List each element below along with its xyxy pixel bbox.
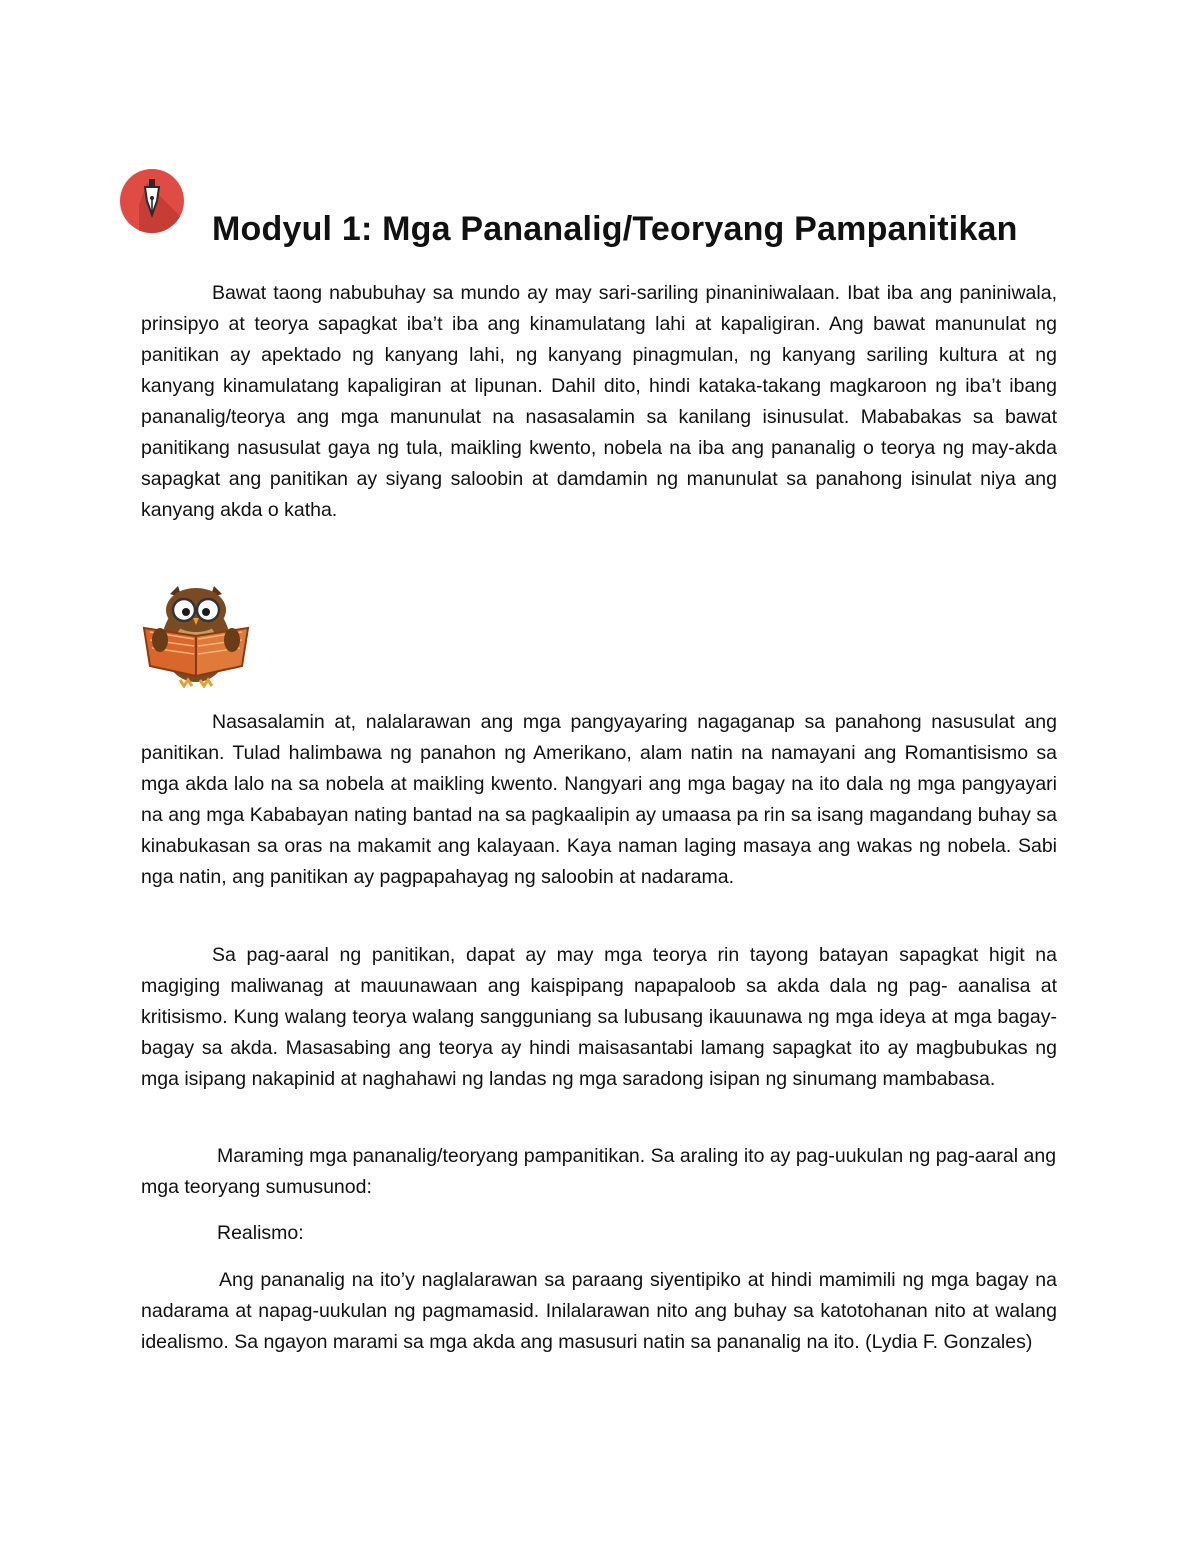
paragraph-intro: Bawat taong nabubuhay sa mundo ay may sari-sariling pinaniniwalaan. Ibat iba ang paniniwala, prinsipyo at teorya sapagkat iba’t iba ang kinamulatang lahi at kapaligiran. Ang bawat manunulat ng panitikan ay apektado ng kanyang lahi, ng kanyang pinagmulan, ng kanyang sariling kultura at ng kanyang kinamulatang kapaligiran at lipunan. Dahil dito, hindi kataka-takang magkaroon ng iba’t ibang pananalig/teorya ang mga manunulat na nasasalamin sa kanilang isinusulat. Mababakas sa bawat panitikang nasusulat gaya ng tula, maikling kwento, nobela na iba ang pananalig o teorya ng may-akda sapagkat ang panitikan ay siyang saloobin at damdamin ng manunulat sa panahong isinulat niya ang kanyang akda o katha. — [141, 282, 1057, 521]
paragraph-realismo: Ang pananalig na ito’y naglalarawan sa paraang siyentipiko at hindi mamimili ng mga bagay na nadarama at napag-uukulan ng pagmamasid. Inilalarawan nito ang buhay sa katotohanan nito at walang idealismo. Sa ngayon marami sa mga akda ang masusuri natin sa pananalig na ito. (Lydia F. Gonzales) — [141, 1269, 1057, 1353]
paragraph-maraming: Maraming mga pananalig/teoryang pampanitikan. Sa araling ito ay pag-uukulan ng pag-aaral ang mga teoryang sumusunod: — [141, 1145, 1057, 1198]
pen-nib-icon — [119, 165, 187, 235]
owl-reading-book-icon — [140, 584, 252, 688]
paragraph-pag-aaral: Sa pag-aaral ng panitikan, dapat ay may mga teorya rin tayong batayan sapagkat higit na magiging maliwanag at mauunawaan ang kaispipang napapaloob sa akda dala ng pag- aanalisa at kritisismo. Kung walang teorya walang sangguniang sa lubusang ikauunawa ng mga ideya at mga bagay-bagay sa akda. Masasabing ang teorya ay hindi maisasantabi lamang sapagkat ito ay magbubukas ng mga isipang nakapinid at naghahawi ng landas ng mga saradong isipan ng sinumang mambabasa. — [141, 944, 1057, 1090]
paragraph-nasasalamin: Nasasalamin at, nalalarawan ang mga pangyayaring nagaganap sa panahong nasusulat ang panitikan. Tulad halimbawa ng panahon ng Amerikano, alam natin na namayani ang Romantisismo sa mga akda lalo na sa nobela at maikling kwento. Nangyari ang mga bagay na ito dala ng mga pangyayari na ang mga Kababayan nating bantad na sa pagkaalipin ay umaasa pa rin sa isang magandang buhay sa kinabukasan sa oras na makamit ang kalayaan. Kaya naman laging masaya ang wakas ng nobela. Sabi nga natin, ang panitikan ay pagpapahayag ng saloobin at nadarama. — [141, 711, 1057, 888]
page-title: Modyul 1: Mga Pananalig/Teoryang Pampanitikan — [212, 210, 1018, 248]
section-heading-realismo: Realismo: — [217, 1222, 304, 1244]
